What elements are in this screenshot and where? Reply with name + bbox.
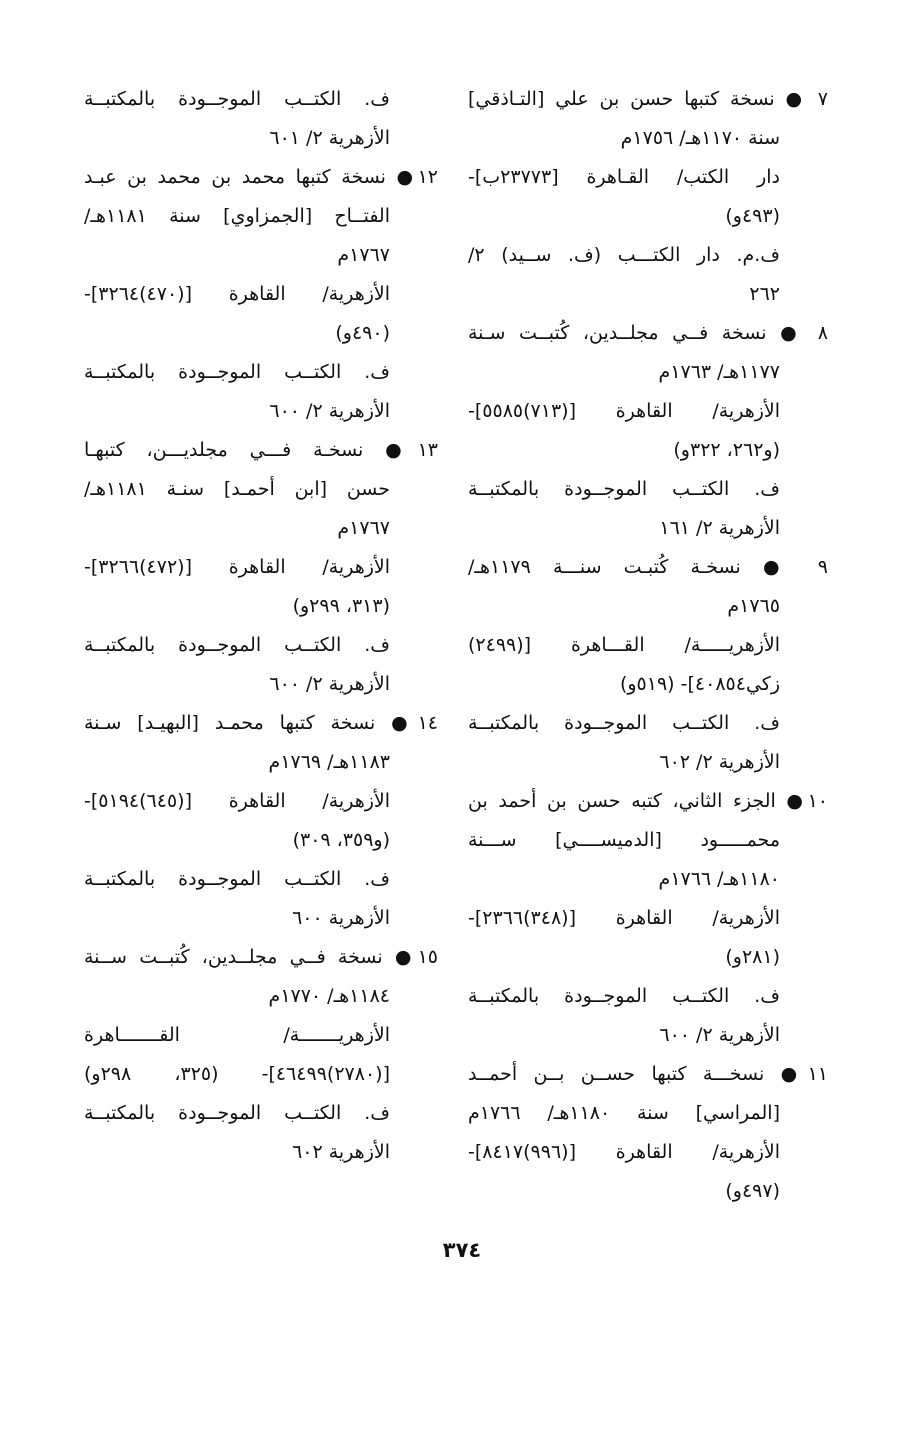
entry-line: الأزهريـــــــة/ القـــــــاهرة <box>84 1024 390 1046</box>
entry-line: ف. الكتــب الموجــودة بالمكتبــة <box>468 712 780 734</box>
entry-line: زكي٤٠٨٥٤]- (٥١٩و) <box>619 673 780 695</box>
entry-line: (٤٩٠و) <box>335 322 390 344</box>
entry-line: الأزهرية/ القاهرة [(٣٤٨)٢٣٦٦]- <box>468 907 780 929</box>
entry-line: (٤٩٧و) <box>725 1180 780 1202</box>
right-column <box>468 80 828 1211</box>
entry-line: الأزهرية/ القاهرة [(٩٩٦)٨٤١٧]- <box>468 1141 780 1163</box>
entry-line: ١٧٦٧م <box>337 244 390 266</box>
entry-line: ١١٨٤هـ/ ١٧٧٠م <box>268 985 390 1007</box>
entry-line: ١٧٦٥م <box>727 595 780 617</box>
entry-line: ١٧٦٧م <box>337 517 390 539</box>
entry-line: ف. الكتــب الموجــودة بالمكتبــة <box>84 361 390 383</box>
entry-line: [المراسي] سنة ١١٨٠هـ/ ١٧٦٦م <box>468 1102 780 1124</box>
catalog-entry <box>84 80 438 158</box>
entry-line: (٢٨١و) <box>725 946 780 968</box>
entry-heading-line: ٧ ● نسخة كتبها حسن بن علي [التـاذقي] <box>468 88 828 110</box>
entry-line: ف. الكتــب الموجــودة بالمكتبــة <box>84 88 390 110</box>
catalog-entry <box>84 431 438 704</box>
catalog-entry <box>468 1055 828 1211</box>
entry-line: الأزهرية ٢/ ٦٠١ <box>269 127 390 149</box>
entry-line: ٢٦٢ <box>749 283 780 305</box>
entry-line: الأزهريـــــة/ القـــاهرة [(٢٤٩٩) <box>468 634 780 656</box>
entry-line: الأزهرية ٢/ ٦٠٠ <box>269 400 390 422</box>
entry-line: الأزهرية ٢/ ٦٠٠ <box>659 1024 780 1046</box>
entry-line: الأزهرية/ القاهرة [(٧١٣)٥٥٨٥]- <box>468 400 780 422</box>
entry-line: (٣١٣، ٢٩٩و) <box>292 595 390 617</box>
catalog-entry <box>468 548 828 782</box>
left-column <box>84 80 438 1172</box>
catalog-entry <box>84 704 438 938</box>
catalog-entry <box>468 80 828 314</box>
entry-line: [(٢٧٨٠)٤٦٤٩٩]- (٣٢٥، ٢٩٨و) <box>84 1063 390 1085</box>
entry-line: الأزهرية/ القاهرة [(٦٤٥)٥١٩٤]- <box>84 790 390 812</box>
catalog-entry <box>468 314 828 548</box>
entry-heading-line: ٨ ● نسخة فــي مجلــدين، كُتبــت سـنة <box>468 322 828 344</box>
catalog-entry <box>84 158 438 431</box>
entry-line: ف.م. دار الكتـــب (ف. ســيد) ٢/ <box>468 244 780 266</box>
entry-line: (و٣٥٩، ٣٠٩) <box>292 829 390 851</box>
entry-heading-line: ١٤● نسخة كتبها محمـد [البهيـد] سـنة <box>84 712 438 734</box>
entry-line: الأزهرية ٢/ ١٦١ <box>659 517 780 539</box>
catalog-entry <box>468 782 828 1055</box>
entry-line: ف. الكتــب الموجــودة بالمكتبــة <box>84 634 390 656</box>
entry-line: الأزهرية ٢/ ٦٠٢ <box>659 751 780 773</box>
page-number: ٣٧٤ <box>442 1238 482 1262</box>
entry-line: دار الكتب/ القـاهرة [٢٣٧٧٣ب]- <box>468 166 780 188</box>
entry-line: ١١٨٠هـ/ ١٧٦٦م <box>658 868 780 890</box>
entry-line: الفتــاح [الجمزاوي] سنة ١١٨١هـ/ <box>84 205 390 227</box>
entry-line: ف. الكتــب الموجــودة بالمكتبــة <box>84 868 390 890</box>
entry-line: الأزهرية/ القاهرة [(٤٧٠)٣٢٦٤]- <box>84 283 390 305</box>
entry-line: سنة ١١٧٠هـ/ ١٧٥٦م <box>620 127 780 149</box>
entry-line: ف. الكتــب الموجــودة بالمكتبــة <box>84 1102 390 1124</box>
entry-line: حسن [ابن أحمـد] سنـة ١١٨١هـ/ <box>84 478 390 500</box>
entry-line: ف. الكتــب الموجــودة بالمكتبــة <box>468 985 780 1007</box>
entry-heading-line: ١٣● نسخـة فـــي مجلديـــن، كتبهـا <box>84 439 438 461</box>
entry-line: ١١٨٣هـ/ ١٧٦٩م <box>268 751 390 773</box>
entry-line: الأزهرية ٦٠٢ <box>292 1141 390 1163</box>
entry-heading-line: ١١● نسخـــة كتبها حســن بــن أحمــد <box>468 1063 828 1085</box>
catalog-entry <box>84 938 438 1172</box>
entry-line: (و٢٦٢، ٣٢٢و) <box>673 439 780 461</box>
entry-heading-line: ١٠● الجزء الثاني، كتبه حسن بن أحمد بن <box>468 790 828 812</box>
entry-heading-line: ٩ ● نسخـة كُتبـت سنـــة ١١٧٩هـ/ <box>468 556 828 578</box>
entry-line: الأزهرية/ القاهرة [(٤٧٢)٣٢٦٦]- <box>84 556 390 578</box>
entry-line: ١١٧٧هـ/ ١٧٦٣م <box>658 361 780 383</box>
entry-line: الأزهرية ٢/ ٦٠٠ <box>269 673 390 695</box>
entry-heading-line: ١٥● نسخة فــي مجلــدين، كُتبــت ســنة <box>84 946 438 968</box>
entry-line: ف. الكتــب الموجــودة بالمكتبــة <box>468 478 780 500</box>
entry-line: محمـــــود [الدميســــي] ســـنة <box>468 829 780 851</box>
entry-heading-line: ١٢● نسخة كتبها محمد بن محمد بن عبـد <box>84 166 438 188</box>
entry-line: الأزهرية ٦٠٠ <box>292 907 390 929</box>
entry-line: (٤٩٣و) <box>725 205 780 227</box>
